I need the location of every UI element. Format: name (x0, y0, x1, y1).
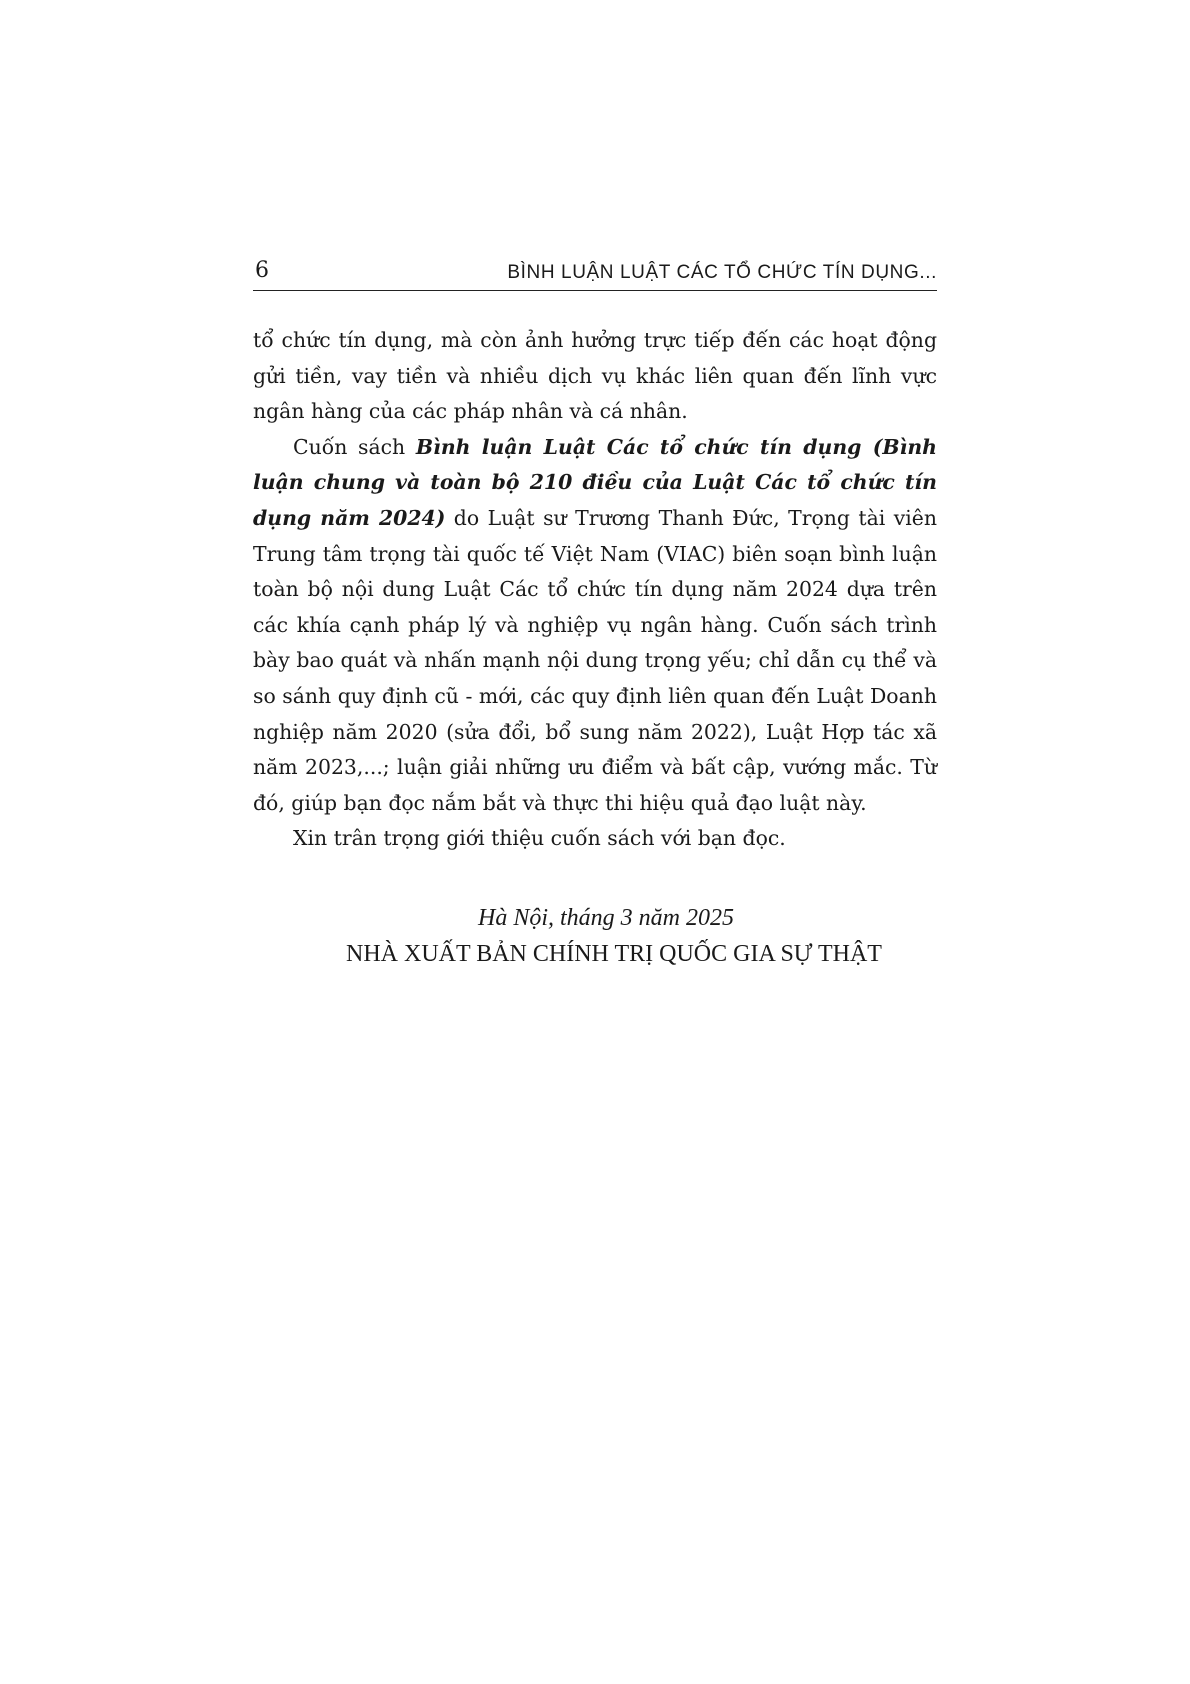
place-date: Hà Nội, tháng 3 năm 2025 (478, 905, 735, 931)
running-title: BÌNH LUẬN LUẬT CÁC TỔ CHỨC TÍN DỤNG... (507, 262, 937, 283)
page-number: 6 (255, 258, 269, 283)
body-text (253, 323, 937, 857)
book-title: Bình luận Luật Các tổ chức tín dụng (Bình luận chung và toàn bộ 210 điều của Luật Các tổ chức tín dụng năm 2024) (253, 434, 937, 530)
paragraph-closing: Xin trân trọng giới thiệu cuốn sách với bạn đọc. (293, 826, 786, 851)
publisher-name: NHÀ XUẤT BẢN CHÍNH TRỊ QUỐC GIA SỰ THẬT (346, 941, 882, 967)
paragraph-book-introduction (253, 430, 937, 822)
running-header (253, 258, 937, 291)
paragraph-continuation: tổ chức tín dụng, mà còn ảnh hưởng trực tiếp đến các hoạt động gửi tiền, vay tiền và nhiều dịch vụ khác liên quan đến lĩnh vực ngân hàng của các pháp nhân và cá nhân. (253, 328, 937, 424)
paragraph-lead: Cuốn sách (293, 434, 416, 459)
paragraph-rest: do Luật sư Trương Thanh Đức, Trọng tài viên Trung tâm trọng tài quốc tế Việt Nam (VIAC) biên soạn bình luận toàn bộ nội dung Luật Các tổ chức tín dụng năm 2024 dựa trên các khía cạnh pháp lý và nghiệp vụ ngân hàng. Cuốn sách trình bày bao quát và nhấn mạnh nội dung trọng yếu; chỉ dẫn cụ thể và so sánh quy định cũ - mới, các quy định liên quan đến Luật Doanh nghiệp năm 2020 (sửa đổi, bổ sung năm 2022), Luật Hợp tác xã năm 2023,...; luận giải những ưu điểm và bất cập, vướng mắc. Từ đó, giúp bạn đọc nắm bắt và thực thi hiệu quả đạo luật này. (253, 505, 937, 815)
